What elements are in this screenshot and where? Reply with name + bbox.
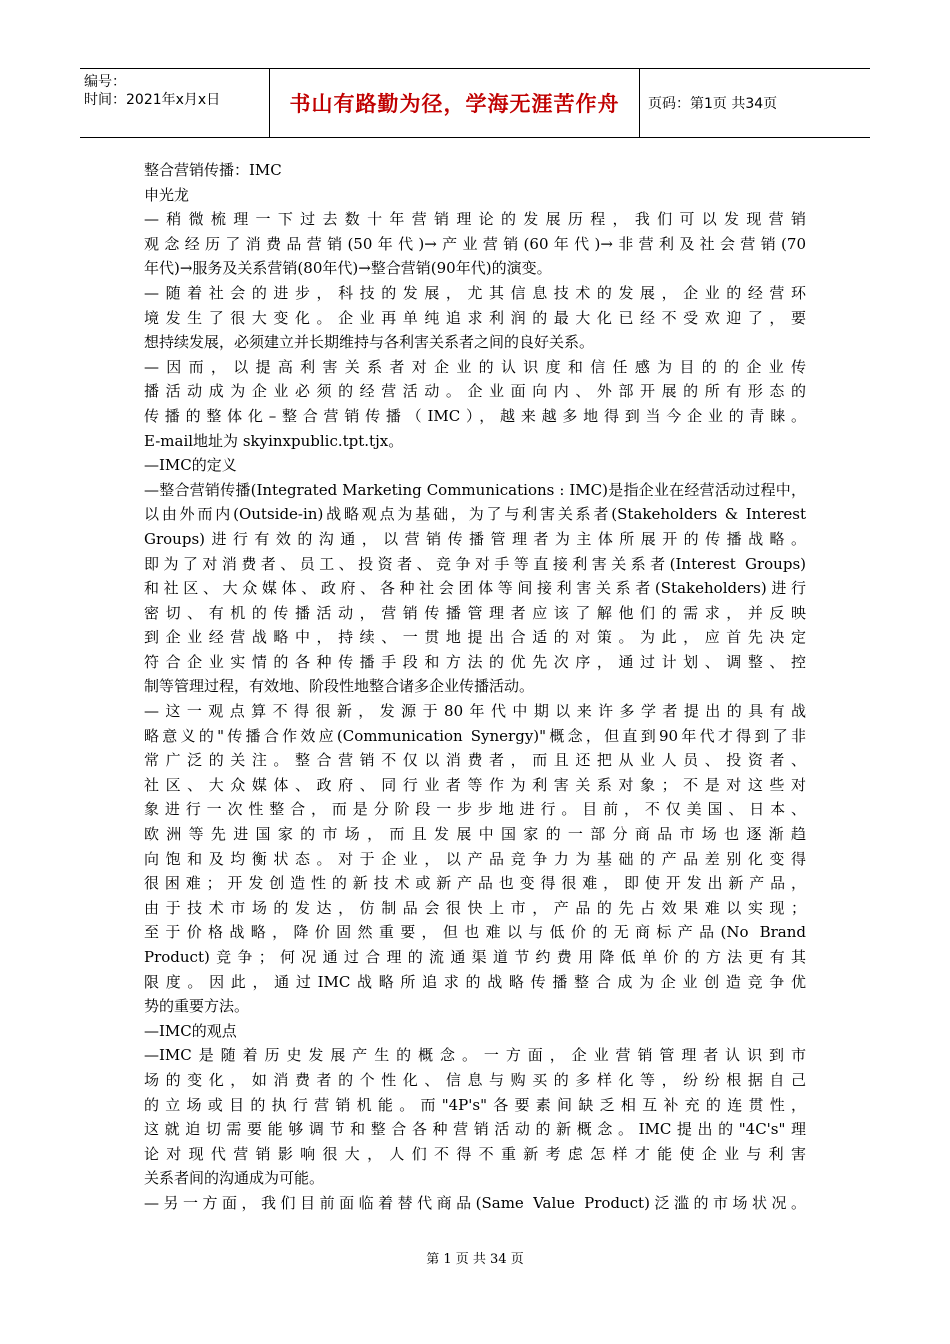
body-line: Groups)进行有效的沟通，以营销传播管理者为主体所展开的传播战略。 (144, 529, 806, 548)
body-line: —IMC的观点 (144, 1021, 237, 1040)
header-page-info (640, 69, 870, 137)
header-meta (80, 69, 270, 137)
body-line: 至于价格战略，降价固然重要，但也难以与低价的无商标产品(No Brand (144, 923, 806, 942)
body-line: 场的变化，如消费者的个性化、信息与购买的多样化等，纷纷根据自己 (144, 1070, 806, 1089)
body-line: —IMC是随着历史发展产生的概念。一方面，企业营销管理者认识到市 (144, 1046, 806, 1065)
body-line: —因而，以提高利害关系者对企业的认识度和信任感为目的的企业传 (144, 357, 806, 376)
body-line: —另一方面，我们目前面临着替代商品(Same Value Product)泛滥的市场状况。 (144, 1193, 806, 1212)
header-motto-cell (270, 69, 640, 137)
body-line: 很困难；开发创造性的新技术或新产品也变得很难，即使开发出新产品， (144, 874, 806, 893)
body-line: 势的重要方法。 (144, 997, 250, 1016)
body-line: 播活动成为企业必须的经营活动。企业面向内、外部开展的所有形态的 (144, 382, 806, 401)
body-line: 常广泛的关注。整合营销不仅以消费者，而且还把从业人员、投资者、 (144, 751, 806, 770)
body-line: 向饱和及均衡状态。对于企业，以产品竞争力为基础的产品差别化变得 (144, 849, 806, 868)
body-line: 观念经历了消费品营销(50年代)→产业营销(60年代)→非营利及社会营销(70 (144, 234, 806, 253)
page-footer (0, 1248, 950, 1267)
body-line: —稍微梳理一下过去数十年营销理论的发展历程，我们可以发现营销 (144, 210, 806, 229)
body-line: 欧洲等先进国家的市场，而且发展中国家的一部分商品市场也逐渐趋 (144, 825, 806, 844)
body-line: 即为了对消费者、员工、投资者、竞争对手等直接利害关系者(Interest Groups) (144, 554, 806, 573)
body-line: 由于技术市场的发达，仿制品会很快上市，产品的先占效果难以实现； (144, 898, 806, 917)
body-line: 境发生了很大变化。企业再单纯追求利润的最大化已经不受欢迎了，要 (144, 308, 806, 327)
page-number-label: 页码：第1页 共34页 (648, 96, 778, 112)
body-line: 略意义的"传播合作效应(Communication Synergy)"概念，但直到90年代才得到了非 (144, 726, 806, 745)
body-line: 关系者间的沟通成为可能。 (144, 1169, 325, 1188)
document-number-label: 编号： (84, 74, 126, 90)
body-line: 传播的整体化–整合营销传播（IMC），越来越多地得到当今企业的青睐。 (144, 406, 806, 425)
body-line: 年代)→服务及关系营销(80年代)→整合营销(90年代)的演变。 (144, 259, 552, 278)
header-motto: 书山有路勤为径，学海无涯苦作舟 (289, 92, 620, 116)
body-line: 符合企业实情的各种传播手段和方法的优先次序，通过计划、调整、控 (144, 652, 806, 671)
body-line: 到企业经营战略中，持续、一贯地提出合适的对策。为此，应首先决定 (144, 628, 806, 647)
body-line: E-mail地址为 skyinxpublic.tpt.tjx。 (144, 431, 404, 450)
body-line: 的立场或目的执行营销机能。而"4P's"各要素间缺乏相互补充的连贯性， (144, 1095, 806, 1114)
body-line: —随着社会的进步，科技的发展，尤其信息技术的发展，企业的经营环 (144, 283, 806, 302)
body-line: 以由外而内(Outside-in)战略观点为基础，为了与利害关系者(Stakeholders & Interest (144, 505, 806, 524)
body-line: 社区、大众媒体、政府、同行业者等作为利害关系对象；不是对这些对 (144, 775, 806, 794)
document-date: 时间：2021年x月x日 (84, 92, 221, 108)
body-line: —这一观点算不得很新，发源于80年代中期以来许多学者提出的具有战 (144, 702, 806, 721)
body-line: 限度。因此，通过IMC战略所追求的战略传播整合成为企业创造竞争优 (144, 972, 806, 991)
body-line: 想持续发展，必须建立并长期维持与各利害关系者之间的良好关系。 (144, 333, 595, 352)
body-line: 和社区、大众媒体、政府、各种社会团体等间接利害关系者(Stakeholders)进行 (144, 579, 806, 598)
document-body (144, 158, 806, 1216)
body-line: —整合营销传播(Integrated Marketing Communications : IMC)是指企业在经营活动过程中， (144, 480, 806, 499)
body-line: 申光龙 (144, 185, 190, 204)
body-line: —IMC的定义 (144, 456, 237, 475)
footer-page-number: 第 1 页 共 34 页 (426, 1252, 524, 1267)
body-line: 整合营销传播：IMC (144, 161, 282, 179)
body-line: 象进行一次性整合，而是分阶段一步步地进行。目前，不仅美国、日本、 (144, 800, 806, 819)
body-line: 论对现代营销影响很大，人们不得不重新考虑怎样才能使企业与利害 (144, 1144, 806, 1163)
body-line: Product)竞争；何况通过合理的流通渠道节约费用降低单价的方法更有其 (144, 948, 806, 966)
page-header (80, 68, 870, 138)
body-line: 制等管理过程，有效地、阶段性地整合诸多企业传播活动。 (144, 677, 535, 696)
body-line: 密切、有机的传播活动，营销传播管理者应该了解他们的需求，并反映 (144, 603, 806, 622)
body-line: 这就迫切需要能够调节和整合各种营销活动的新概念。IMC提出的"4C's"理 (144, 1120, 806, 1139)
